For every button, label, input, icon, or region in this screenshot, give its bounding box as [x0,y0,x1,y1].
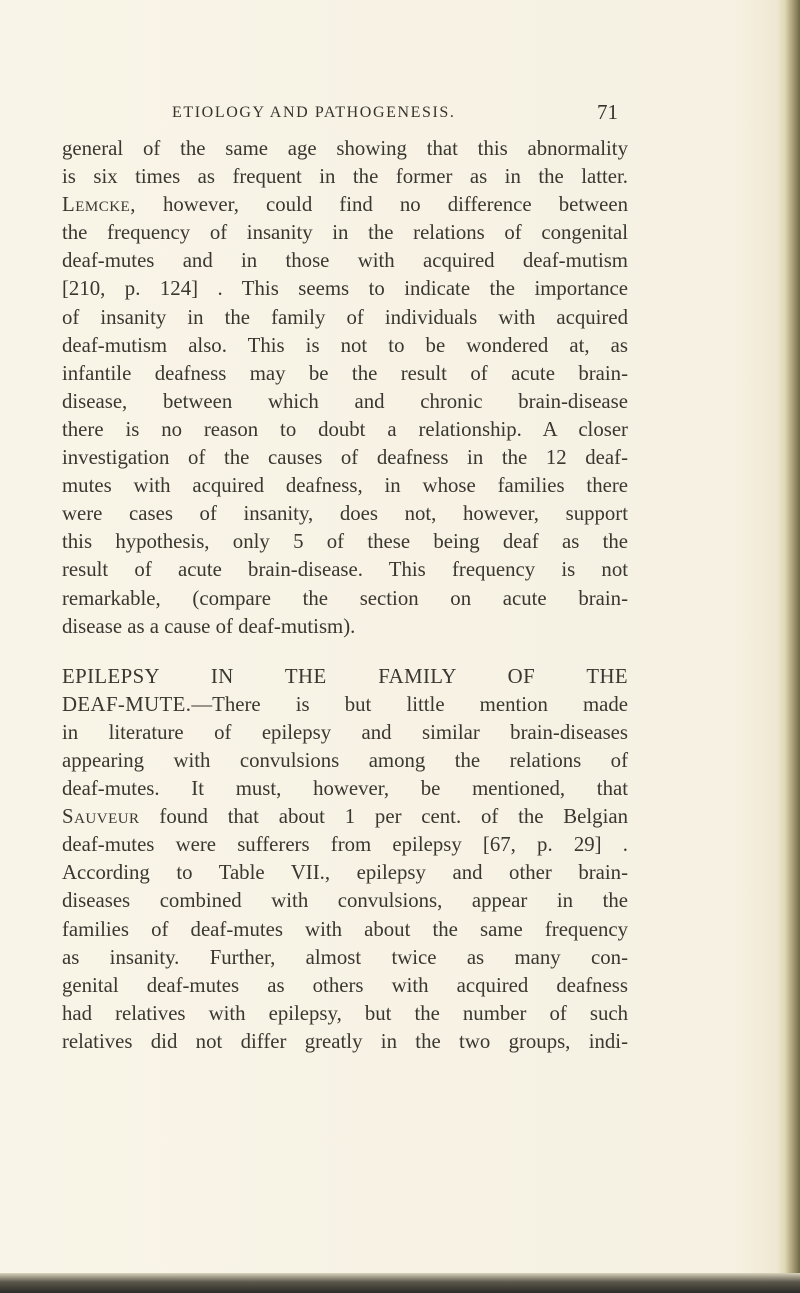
paragraph-insanity [62,135,628,641]
text-line: genital deaf-mutes as others with acquired deafness [62,973,628,997]
text-line: mutes with acquired deafness, in whose families there [62,474,628,498]
text-line: families of deaf-mutes with about the same frequency [62,917,628,941]
section-heading: EPILEPSY IN THE FAMILY OF THE [62,664,628,688]
text-line: appearing with convulsions among the relations of [62,748,628,772]
text-line: deaf-mutes and in those with acquired deaf-mutism [62,249,628,273]
paragraph-epilepsy [62,663,628,1056]
text-line: had relatives with epilepsy, but the number of such [62,1001,628,1025]
text-line: the frequency of insanity in the relations of congenital [62,221,628,245]
text-line: result of acute brain-disease. This frequency is not [62,558,628,582]
page-number: 71 [597,100,618,124]
section-heading-tail: DEAF-MUTE. [62,692,192,716]
text-line [62,191,628,219]
text-line: investigation of the causes of deafness in the 12 deaf- [62,446,628,470]
text-line: deaf-mutes were sufferers from epilepsy [67, p. 29] . [62,833,628,857]
text-line: there is no reason to doubt a relationship. A closer [62,417,628,441]
text-line: According to Table VII., epilepsy and other brain- [62,861,628,885]
text-line: in literature of epilepsy and similar brain-diseases [62,720,628,744]
text-fragment: —There is but little mention made [191,692,628,716]
body-text [62,135,628,1056]
text-line: disease as a cause of deaf-mutism). [62,614,356,638]
page-header [150,102,630,128]
text-line: deaf-mutism also. This is not to be wondered at, as [62,333,628,357]
text-line [62,691,628,719]
text-line [62,803,628,831]
text-line: as insanity. Further, almost twice as many con- [62,945,628,969]
text-fragment: however, could find no difference between [135,193,628,217]
text-fragment: found that about 1 per cent. of the Belgian [139,805,628,829]
text-line: is six times as frequent in the former as in the latter. [62,165,628,189]
paragraph-gap [62,641,628,663]
text-line: diseases combined with convulsions, appear in the [62,889,628,913]
text-line: infantile deafness may be the result of acute brain- [62,361,628,385]
author-name-lemcke: Lemcke, [62,193,136,217]
text-line: were cases of insanity, does not, however, support [62,502,628,526]
text-line: this hypothesis, only 5 of these being deaf as the [62,530,628,554]
author-name-sauveur: Sauveur [62,805,140,829]
text-line: remarkable, (compare the section on acute brain- [62,586,628,610]
text-line: relatives did not differ greatly in the two groups, indi- [62,1029,628,1053]
text-line: of insanity in the family of individuals with acquired [62,305,628,329]
page-bottom-shadow [0,1273,800,1293]
text-line: [210, p. 124] . This seems to indicate the importance [62,277,628,301]
text-line: general of the same age showing that this abnormality [62,137,628,160]
running-head: ETIOLOGY AND PATHOGENESIS. [172,104,456,121]
text-line: deaf-mutes. It must, however, be mentioned, that [62,777,628,801]
text-line: disease, between which and chronic brain-disease [62,389,628,413]
page-edge-shadow [778,0,800,1293]
